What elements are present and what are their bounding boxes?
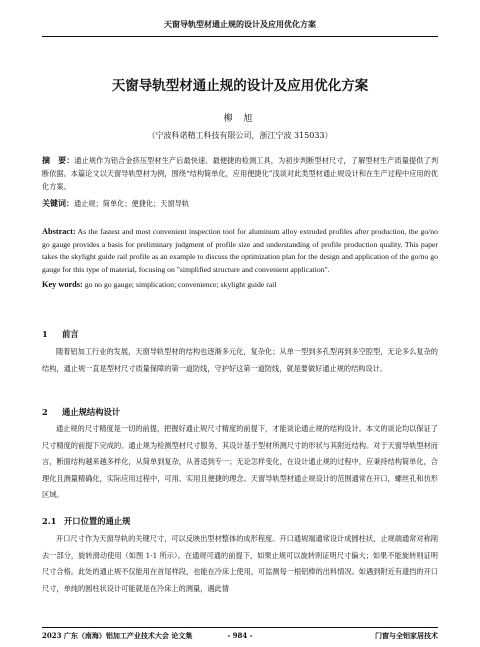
keywords-en-text: go no go gauge; simplication; convenience; skylight guide rail bbox=[82, 280, 277, 289]
abstract-en-label: Abstract: bbox=[42, 227, 76, 236]
abstract-en-text: As the fastest and most convenient inspection tool for aluminum alloy extruded profiles after production, the go/no go gauge provides a basis for preliminary judgment of profile size and understanding of profile production quality. This paper takes the skylight guide rail profile as an example to discuss the optimization plan for the design and application of the go/no go gauge for this type of material, focusing on "simplified structure and convenient application". bbox=[42, 227, 438, 275]
section-heading-2 bbox=[42, 406, 120, 418]
keywords-en-label: Key words: bbox=[42, 280, 83, 289]
page-number: - 984 - bbox=[227, 631, 253, 640]
section-title: 开口位置的通止规 bbox=[64, 516, 131, 526]
section-title: 通止规结构设计 bbox=[62, 407, 121, 417]
abstract-cn bbox=[42, 154, 438, 193]
author-name: 柳 旭 bbox=[223, 114, 257, 124]
abstract-en bbox=[42, 226, 438, 277]
section-2-body: 通止规的尺寸精度是一切的前提，把握好通止规尺寸精度的前提下，才能谈论通止规的结构设计。本文的谈论均以保证了尺寸精度的前提下完成的。通止规为检测型材尺寸服务，其设计基于型材所测尺寸的形状与其附近结构。对于天窗导轨型材而言，断面结构越来越多样化，从简单到复杂，从普适到专一；无论怎样变化，在设计通止规的过程中，应秉持结构简单化，合理化且测量精确化，实际应用过程中，可用、实用且便捷的理念。天窗导轨型材通止规设计的范围通常在开口，螺丝孔和仿形区域。 bbox=[42, 424, 438, 499]
section-1-body: 随着铝加工行业的发展，天窗导轨型材的结构也逐渐多元化，复杂化；从单一型到多孔型再到多空腔型，无论多么复杂的结构，通止规一直是型材尺寸质量保障的第一道防线，守护好这第一道防线，就是要做好通止规的结构设计。 bbox=[42, 347, 438, 373]
abstract-cn-text: 通止规作为铝合金挤压型材生产后最快速、最便捷的检测工具，为初步判断型材尺寸，了解型材生产质量提供了判断依据。本篇论文以天窗导轨型材为例，围绕“结构简单化，应用便捷化”浅谈对此类型材通止规设计和在生产过程中应用的优化方案。 bbox=[42, 156, 439, 191]
author-affiliation: （宁波科诺精工科技有限公司，浙江宁波 315033） bbox=[147, 131, 333, 140]
section-heading-1 bbox=[42, 328, 79, 340]
section-2-1-body: 开口尺寸作为天窗导轨的关键尺寸，可以反映出型材整体的成形程度。开口通规端通常设计成圆柱状，止规端通常对称削去一部分，旋转滑动使用（如图 1-1 所示）。在通规可通的前提下，如果止规可以旋转则证明尺寸偏大；如果不能旋转则证明尺寸合格。此处的通止规不仅能用在首尾样段，也能在冷床上使用，可监测每一根铝棒的出料情况。如遇到附近有遗挡的开口尺寸，单纯的圆柱状设计可能就是在冷床上的测量，遇此情 bbox=[42, 534, 438, 593]
keywords-cn-text: 通止规；简单化；便捷化；天窗导轨 bbox=[74, 199, 190, 208]
footer-topic: 门窗与全铝家居技术 bbox=[375, 631, 438, 640]
abstract-cn-label: 摘 要： bbox=[42, 155, 75, 165]
section-heading-2-1 bbox=[42, 515, 130, 527]
section-number: 2.1 bbox=[42, 516, 57, 526]
section-title: 前言 bbox=[62, 329, 79, 339]
footer-rule bbox=[42, 627, 438, 628]
header-rule bbox=[42, 36, 438, 37]
keywords-cn bbox=[42, 197, 438, 210]
running-header: 天窗导轨型材通止规的设计及应用优化方案 bbox=[164, 19, 316, 29]
section-number: 2 bbox=[42, 407, 48, 417]
footer-proceedings: 2023 广东（南海）铝加工产业技术大会 论文集 bbox=[42, 631, 193, 640]
keywords-cn-label: 关键词： bbox=[42, 198, 74, 208]
paper-title: 天窗导轨型材通止规的设计及应用优化方案 bbox=[111, 78, 369, 94]
keywords-en bbox=[42, 279, 438, 292]
section-number: 1 bbox=[42, 329, 48, 339]
